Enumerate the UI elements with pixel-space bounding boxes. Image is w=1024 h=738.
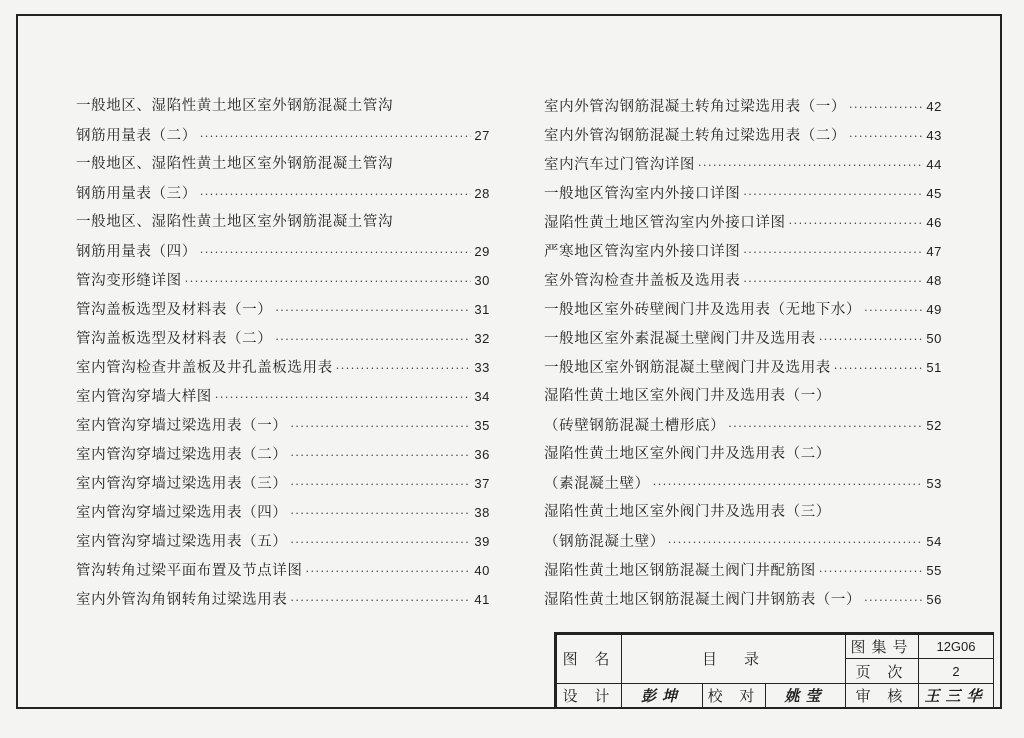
toc-entry [76, 498, 490, 527]
toc-entry-title: 湿陷性黄土地区管沟室内外接口详图 [544, 215, 786, 231]
toc-entry [76, 92, 490, 121]
toc-entry-page: 32 [474, 331, 490, 346]
toc-entry-title: （砖壁钢筋混凝土槽形底） [544, 418, 726, 434]
toc-leader-dots [743, 238, 923, 267]
toc-entry-page: 52 [926, 418, 942, 433]
toc-entry-page: 55 [926, 563, 942, 578]
toc-leader-dots [290, 441, 471, 470]
toc-leader-dots [290, 470, 471, 499]
toc-entry [544, 150, 942, 179]
toc-entry-page: 41 [474, 592, 490, 607]
toc-entry-title: （钢筋混凝土壁） [544, 534, 665, 550]
drawing-name-label: 图 名 [557, 635, 622, 684]
design-signature: 彭坤 [622, 683, 703, 708]
toc-entry-page: 35 [474, 418, 490, 433]
toc-leader-dots [849, 122, 923, 151]
toc-entry [76, 208, 490, 237]
toc-leader-dots [819, 325, 924, 354]
toc-entry [76, 382, 490, 411]
toc-entry [544, 266, 942, 295]
toc-entry [76, 585, 490, 614]
toc-entry-title: 室内管沟穿墙过梁选用表（二） [76, 447, 288, 463]
toc-leader-dots [668, 528, 924, 557]
toc-entry-page: 29 [474, 244, 490, 259]
toc-leader-dots [789, 209, 924, 238]
toc-entry-title: 湿陷性黄土地区室外阀门井及选用表（二） [544, 446, 831, 462]
toc-leader-dots [849, 93, 923, 122]
toc-entry [544, 295, 942, 324]
toc-leader-dots [819, 557, 924, 586]
toc-entry-title: 室内外管沟钢筋混凝土转角过梁选用表（二） [544, 128, 846, 144]
toc-entry [76, 353, 490, 382]
toc-entry-page: 34 [474, 389, 490, 404]
toc-entry-title: 室内管沟穿墙过梁选用表（五） [76, 534, 288, 550]
toc-entry [544, 498, 942, 527]
toc-entry-page: 53 [926, 476, 942, 491]
toc-entry [544, 179, 942, 208]
toc-entry-page: 30 [474, 273, 490, 288]
toc-entry [76, 150, 490, 179]
toc-entry-page: 38 [474, 505, 490, 520]
toc-entry-page: 39 [474, 534, 490, 549]
toc-entry-title: 管沟变形缝详图 [76, 273, 182, 289]
title-block [554, 632, 994, 709]
page-label: 页 次 [846, 659, 919, 683]
toc-entry [76, 237, 490, 266]
toc-leader-dots [275, 296, 471, 325]
toc-leader-dots [200, 122, 472, 151]
toc-entry-title: 室内外管沟钢筋混凝土转角过梁选用表（一） [544, 99, 846, 115]
toc-leader-dots [290, 586, 471, 615]
toc-entry [544, 237, 942, 266]
toc-leader-dots [185, 267, 472, 296]
toc-entry [544, 469, 942, 498]
toc-entry [544, 382, 942, 411]
design-label: 设 计 [557, 683, 622, 708]
toc-entry-title: 严寒地区管沟室内外接口详图 [544, 244, 741, 260]
toc-leader-dots [290, 528, 471, 557]
toc-leader-dots [728, 412, 923, 441]
toc-entry-title: 室外管沟检查井盖板及选用表 [544, 273, 741, 289]
toc-leader-dots [698, 151, 923, 180]
toc-entry [544, 353, 942, 382]
toc-leader-dots [290, 412, 471, 441]
toc-entry-page: 42 [926, 99, 942, 114]
toc-entry-title: 钢筋用量表（四） [76, 244, 197, 260]
toc-entry-title: 湿陷性黄土地区室外阀门井及选用表（三） [544, 504, 831, 520]
toc-leader-dots [336, 354, 472, 383]
toc-entry-title: 一般地区管沟室内外接口详图 [544, 186, 741, 202]
toc-entry [544, 121, 942, 150]
toc-right-column [544, 92, 942, 614]
toc-left-column [76, 92, 490, 614]
atlas-no-label: 图集号 [846, 635, 919, 659]
toc-entry-title: 一般地区室外砖壁阀门井及选用表（无地下水） [544, 302, 862, 318]
toc-entry-page: 43 [926, 128, 942, 143]
toc-entry-page: 50 [926, 331, 942, 346]
toc-entry [544, 208, 942, 237]
toc-entry-title: 管沟转角过梁平面布置及节点详图 [76, 563, 303, 579]
toc-entry-title: 一般地区室外素混凝土壁阀门井及选用表 [544, 331, 816, 347]
toc-entry [544, 556, 942, 585]
toc-entry [544, 527, 942, 556]
toc-leader-dots [653, 470, 924, 499]
toc-entry-title: 室内管沟穿墙过梁选用表（一） [76, 418, 288, 434]
toc-entry [76, 121, 490, 150]
toc-entry-title: 室内管沟检查井盖板及井孔盖板选用表 [76, 360, 333, 376]
toc-entry [76, 295, 490, 324]
toc-entry-title: 钢筋用量表（三） [76, 186, 197, 202]
toc-entry [76, 266, 490, 295]
toc-entry [76, 527, 490, 556]
toc-leader-dots [200, 238, 472, 267]
toc-entry-page: 54 [926, 534, 942, 549]
toc-leader-dots [743, 180, 923, 209]
toc-leader-dots [200, 180, 472, 209]
toc-leader-dots [275, 325, 471, 354]
toc-entry-title: 一般地区、湿陷性黄土地区室外钢筋混凝土管沟 [76, 214, 394, 230]
toc-entry-title: 管沟盖板选型及材料表（二） [76, 331, 273, 347]
toc-entry-page: 45 [926, 186, 942, 201]
toc-entry [544, 411, 942, 440]
toc-leader-dots [306, 557, 472, 586]
toc-leader-dots [834, 354, 923, 383]
check-signature: 姚莹 [766, 683, 846, 708]
toc-entry-page: 47 [926, 244, 942, 259]
toc-entry-title: 钢筋用量表（二） [76, 128, 197, 144]
toc-leader-dots [215, 383, 471, 412]
toc-leader-dots [743, 267, 923, 296]
drawing-name: 目 录 [622, 635, 846, 684]
toc-entry-title: 湿陷性黄土地区室外阀门井及选用表（一） [544, 388, 831, 404]
toc-entry-title: （素混凝土壁） [544, 476, 650, 492]
toc-entry-page: 40 [474, 563, 490, 578]
toc-entry-page: 44 [926, 157, 942, 172]
check-label: 校 对 [703, 683, 766, 708]
toc-entry [76, 469, 490, 498]
toc-entry-title: 室内汽车过门管沟详图 [544, 157, 695, 173]
atlas-no: 12G06 [919, 635, 994, 659]
toc-entry-page: 48 [926, 273, 942, 288]
toc-leader-dots [290, 499, 471, 528]
toc-entry-title: 室内管沟穿墙过梁选用表（四） [76, 505, 288, 521]
toc-entry-page: 51 [926, 360, 942, 375]
toc-entry-page: 36 [474, 447, 490, 462]
toc-entry-title: 室内管沟穿墙过梁选用表（三） [76, 476, 288, 492]
toc-entry-title: 室内外管沟角钢转角过梁选用表 [76, 592, 288, 608]
toc-entry-title: 湿陷性黄土地区钢筋混凝土阀门井钢筋表（一） [544, 592, 862, 608]
toc-entry-page: 27 [474, 128, 490, 143]
toc-entry [76, 440, 490, 469]
toc-entry [76, 411, 490, 440]
toc-entry-title: 管沟盖板选型及材料表（一） [76, 302, 273, 318]
toc-entry-title: 一般地区室外钢筋混凝土壁阀门井及选用表 [544, 360, 831, 376]
toc-entry-page: 28 [474, 186, 490, 201]
toc-entry-title: 一般地区、湿陷性黄土地区室外钢筋混凝土管沟 [76, 156, 394, 172]
page-no: 2 [919, 659, 994, 683]
toc-entry-page: 49 [926, 302, 942, 317]
toc-entry [76, 324, 490, 353]
toc-entry-page: 46 [926, 215, 942, 230]
toc-entry [76, 556, 490, 585]
toc-entry-page: 37 [474, 476, 490, 491]
toc-leader-dots [864, 586, 923, 615]
toc-entry [544, 585, 942, 614]
toc-entry [544, 440, 942, 469]
review-label: 审 核 [846, 683, 919, 708]
toc-leader-dots [864, 296, 923, 325]
toc-entry-title: 室内管沟穿墙大样图 [76, 389, 212, 405]
toc-entry-page: 56 [926, 592, 942, 607]
toc-entry-page: 33 [474, 360, 490, 375]
toc-entry-title: 湿陷性黄土地区钢筋混凝土阀门井配筋图 [544, 563, 816, 579]
toc-entry [76, 179, 490, 208]
toc-entry [544, 92, 942, 121]
toc-entry-title: 一般地区、湿陷性黄土地区室外钢筋混凝土管沟 [76, 98, 394, 114]
toc-entry-page: 31 [474, 302, 490, 317]
toc-entry [544, 324, 942, 353]
review-signature: 王三华 [919, 683, 994, 708]
